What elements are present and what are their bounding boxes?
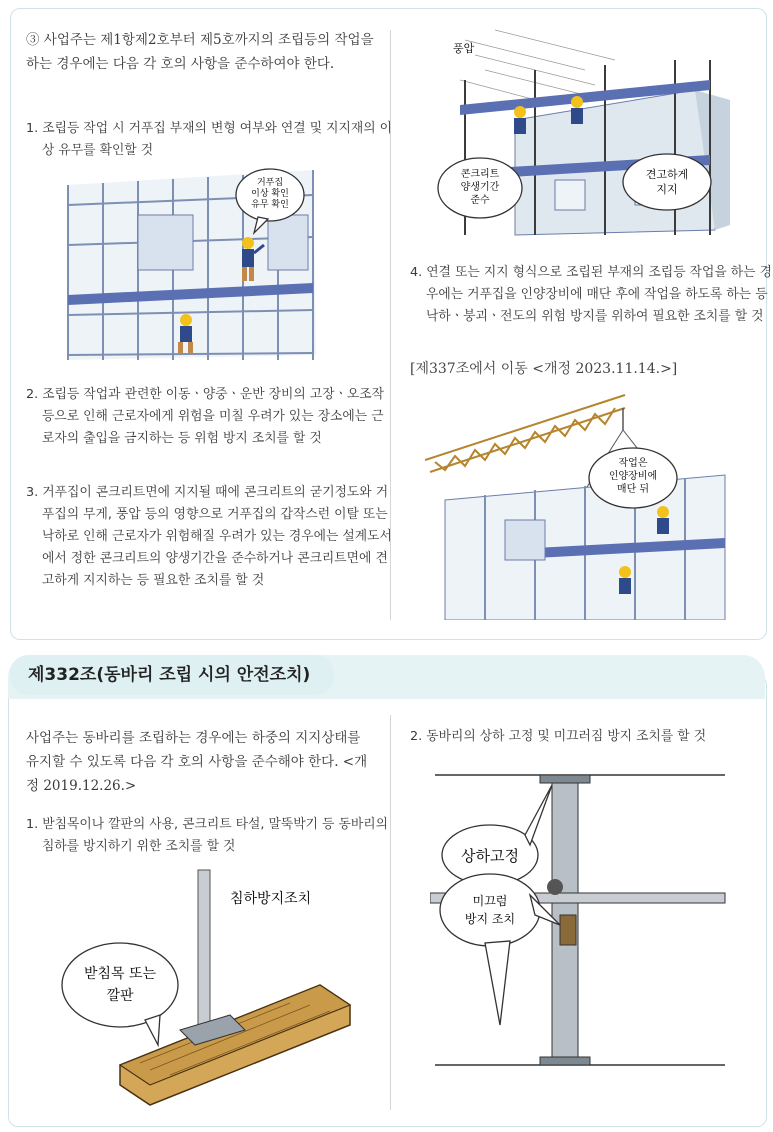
illus2-left-line-1: 콘크리트 <box>460 169 500 180</box>
illus1-bubble-line-3: 유무 확인 <box>251 200 289 210</box>
top-item-4: 4. 연결 또는 지지 형식으로 조립된 부재의 조립등 작업을 하는 경우에는 거푸집을 인양장비에 매단 후에 작업을 하도록 하는 등 낙하ㆍ붕괴ㆍ전도의 위험 방지를 위하여 필요한 조치를 할 것 <box>410 265 772 324</box>
section-item-1: 1. 받침목이나 깔판의 사용, 콘크리트 타설, 말뚝박기 등 동바리의 침하를 방지하기 위한 조치를 할 것 <box>26 817 388 854</box>
top-item-2: 2. 조립등 작업과 관련한 이동ㆍ양중ㆍ운반 장비의 고장ㆍ오조작 등으로 인해 근로자에게 위험을 미칠 우려가 있는 장소에는 근로자의 출입을 금지하는 등 위험 방지 조치를 할 것 <box>26 387 385 446</box>
illus5-top-label: 상하고정 <box>461 847 519 865</box>
illus2-left-line-3: 준수 <box>470 195 490 206</box>
top-intro: ③ 사업주는 제1항제2호부터 제5호까지의 조립등의 작업을 하는 경우에는 다음 각 호의 사항을 준수하여야 한다. <box>26 32 374 72</box>
illus2-left-line-2: 양생기간 <box>460 182 500 193</box>
illus4-label: 침하방지조치 <box>230 891 312 907</box>
bottom-divider <box>390 715 391 1110</box>
illus1-bubble-line-2: 이상 확인 <box>251 189 289 199</box>
illus-formwork-check <box>58 165 320 365</box>
illus2-right-line-2: 지지 <box>656 183 678 196</box>
top-revision-note: [제337조에서 이동 <개정 2023.11.14.>] <box>410 361 678 377</box>
illus1-bubble-line-1: 거푸집 <box>256 178 284 188</box>
illus5-bottom-line-2: 방지 조치 <box>464 912 516 926</box>
illus4-bubble-line-2: 깔판 <box>106 988 134 1004</box>
illus-settlement-prevention <box>50 865 370 1120</box>
top-item-1: 1. 조립등 작업 시 거푸집 부재의 변형 여부와 연결 및 지지재의 이상 유무를 확인할 것 <box>26 121 392 158</box>
top-item-3: 3. 거푸집이 콘크리트면에 지지될 때에 콘크리트의 굳기정도와 거푸집의 무게, 풍압 등의 영향으로 거푸집의 갑작스런 이탈 또는 낙하로 인해 근로자가 위험해질 우려가 있는 경우에는 설계도서에서 정한 콘크리트의 양생기간을 준수하거나 콘크리트면에 견고하게 지지하는 등 필요한 조치를 할 것 <box>26 485 392 588</box>
illus5-bottom-line-1: 미끄럼 <box>472 894 508 908</box>
illus-post-fixing <box>430 765 745 1105</box>
illus4-bubble-line-1: 받침목 또는 <box>83 966 157 982</box>
illus2-label: 풍압 <box>453 42 475 55</box>
section-title: 제332조(동바리 조립 시의 안전조치) <box>10 655 334 695</box>
illus3-line-2: 인양장비에 <box>608 471 658 482</box>
illus-crane-lift <box>425 390 755 620</box>
illus-wind-pressure <box>405 20 750 245</box>
illus2-right-line-1: 견고하게 <box>645 168 689 181</box>
section-item-2: 2. 동바리의 상하 고정 및 미끄러짐 방지 조치를 할 것 <box>410 729 707 744</box>
illus3-line-1: 작업은 <box>618 458 648 469</box>
section-intro: 사업주는 동바리를 조립하는 경우에는 하중의 지지상태를 유지할 수 있도록 다음 각 호의 사항을 준수해야 한다. <개정 2019.12.26.> <box>26 730 368 794</box>
illus3-line-3: 매단 뒤 <box>616 484 650 495</box>
